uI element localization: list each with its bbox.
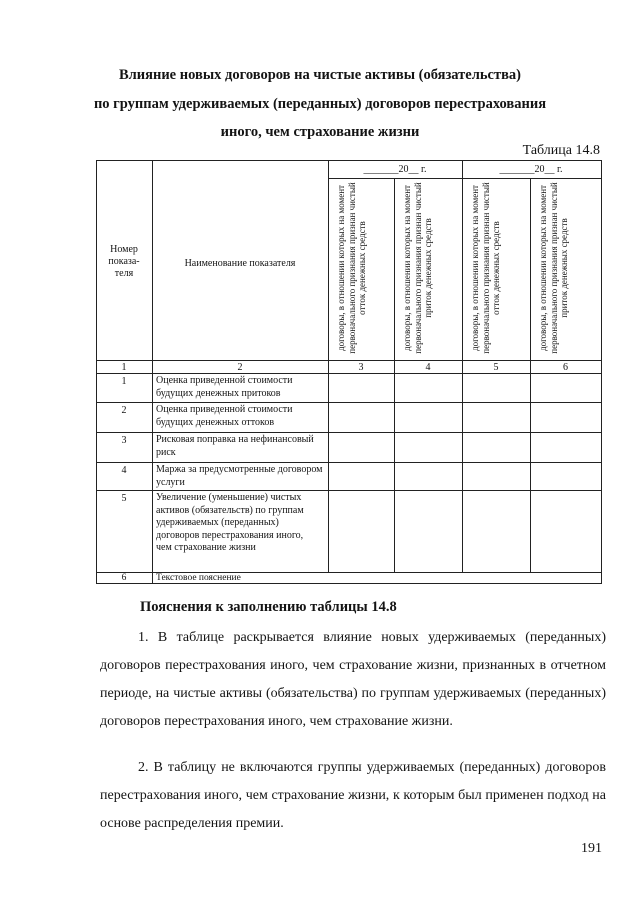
row-name: Оценка приведенной стоимости будущих денежных притоков xyxy=(156,375,293,399)
row-number: 3 xyxy=(121,435,127,446)
header-sub-outflow-1: договоры, в отношении которых на момент первоначального признания признан чистый отток денежных средств xyxy=(336,182,367,354)
col-number-4: 4 xyxy=(425,362,431,373)
explanation-paragraph-2 xyxy=(100,754,606,838)
title-line-1: Влияние новых договоров на чистые активы (обязательства) xyxy=(118,67,522,83)
row-name: Маржа за предусмотренные договором услуги xyxy=(156,464,323,488)
col-number-1: 1 xyxy=(121,362,127,373)
row-number: 4 xyxy=(121,465,127,476)
row-number: 1 xyxy=(121,376,127,387)
data-table xyxy=(96,160,602,584)
col-number-6: 6 xyxy=(563,362,568,373)
header-col-number: Номер показа-теля xyxy=(108,244,140,279)
explanation-paragraph-1 xyxy=(100,624,606,736)
header-col-name: Наименование показателя xyxy=(184,258,296,269)
row-name: Оценка приведенной стоимости будущих денежных оттоков xyxy=(156,404,293,428)
explanations-heading: Пояснения к заполнению таблицы 14.8 xyxy=(140,599,397,615)
row-name: Рисковая поправка на нефинансовый риск xyxy=(156,434,314,458)
row-name: Текстовое пояснение xyxy=(156,573,241,583)
header-sub-inflow-2: договоры, в отношении которых на момент первоначального признания признан чистый приток денежных средств xyxy=(538,182,569,354)
table-label: Таблица 14.8 xyxy=(522,143,600,158)
row-name: Увеличение (уменьшение) чистых активов (обязательств) по группам удерживаемых (переданных) договоров перестрахования иного, чем страхование жизни xyxy=(156,492,304,553)
page-number: 191 xyxy=(581,841,602,856)
row-number: 6 xyxy=(121,573,127,583)
col-number-3: 3 xyxy=(358,362,364,373)
explanation-text-1: 1. В таблице раскрывается влияние новых удерживаемых (переданных) договоров перестрахования иного, чем страхование жизни, признанных в отчетном периоде, на чистые активы (обязательства) по группам удерживаемых (переданных) договоров перестрахования иного, чем страхование жизни. xyxy=(100,630,606,729)
header-sub-inflow-1: договоры, в отношении которых на момент первоначального признания признан чистый приток денежных средств xyxy=(402,182,433,354)
row-number: 5 xyxy=(121,493,127,504)
explanation-text-2: 2. В таблицу не включаются группы удерживаемых (переданных) договоров перестрахования иного, чем страхование жизни, к которым был применен подход на основе распределения премии. xyxy=(100,760,606,831)
row-number: 2 xyxy=(121,405,127,416)
header-sub-outflow-2: договоры, в отношении которых на момент первоначального признания признан чистый отток денежных средств xyxy=(470,182,501,354)
title-line-2: по группам удерживаемых (переданных) договоров перестрахования xyxy=(93,96,547,112)
col-number-5: 5 xyxy=(493,362,499,373)
col-number-2: 2 xyxy=(237,362,243,373)
header-year-1: _______20__ г. xyxy=(363,164,427,175)
title-line-3: иного, чем страхование жизни xyxy=(220,124,420,140)
header-year-2: _______20__ г. xyxy=(499,164,563,175)
